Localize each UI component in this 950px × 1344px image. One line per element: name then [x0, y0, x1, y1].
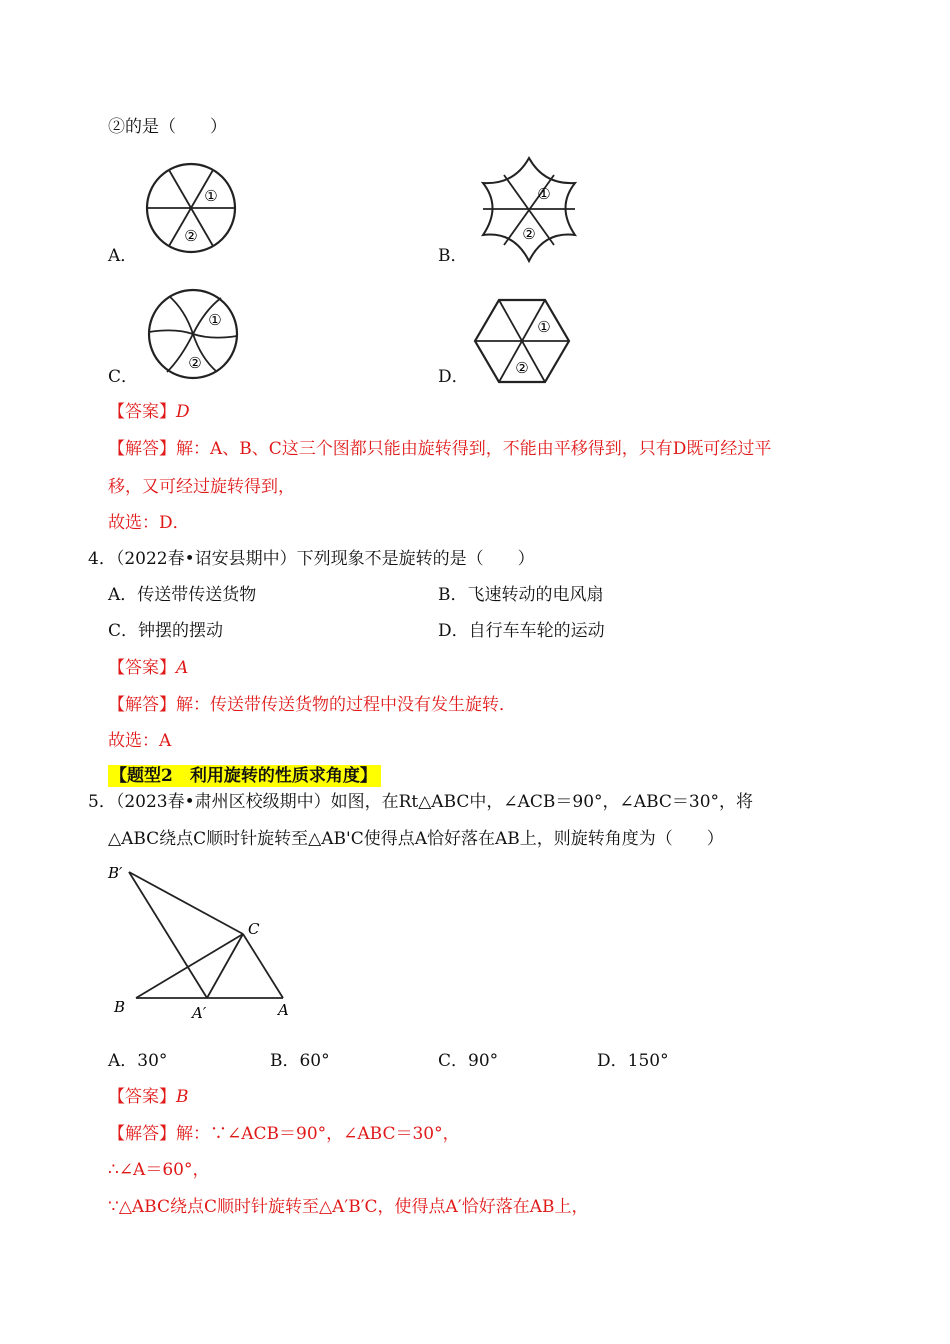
- q3-figure-a: [143, 162, 239, 254]
- q5-label-b-prime: B′: [108, 864, 123, 882]
- q5-label-c: C: [248, 920, 260, 938]
- answer-value: A: [176, 658, 189, 678]
- q4-answer-line: [108, 657, 188, 679]
- q3-figure-c: [145, 288, 241, 380]
- q5-option-c: C．90°: [438, 1051, 499, 1071]
- q3-explanation-line-1: [108, 438, 771, 460]
- q5-geometry-figure: [100, 858, 310, 1028]
- q3-figure-c-label-2: ②: [188, 354, 202, 372]
- answer-tag: 【答案】: [108, 1087, 176, 1107]
- q3-figure-b-label-1: ①: [537, 185, 551, 203]
- question-3-stem-tail: ②的是（ ）: [108, 117, 227, 137]
- q3-option-a-label: A．: [108, 246, 138, 266]
- q5-answer-line: [108, 1086, 189, 1108]
- q4-explanation-line: [108, 694, 516, 716]
- q3-option-c-label: C．: [108, 367, 139, 387]
- q4-option-d: D．自行车车轮的运动: [438, 621, 605, 641]
- q3-figure-d: [472, 298, 572, 384]
- explanation-text: 解：传送带传送货物的过程中没有发生旋转．: [176, 695, 516, 715]
- explanation-tag: 【解答】: [108, 1124, 176, 1144]
- question-5-stem-line-2: △ABC绕点C顺时针旋转至△AB'C使得点A恰好落在AB上，则旋转角度为（ ）: [108, 829, 724, 849]
- question-4-stem: 4．（2022春•诏安县期中）下列现象不是旋转的是（ ）: [88, 549, 535, 569]
- q3-option-b-label: B．: [438, 246, 468, 266]
- explanation-tag: 【解答】: [108, 439, 176, 459]
- q4-choose: 故选：A: [108, 731, 172, 751]
- q3-option-d-label: D．: [438, 367, 469, 387]
- q5-explanation-line-2: ∴∠A＝60°，: [108, 1160, 210, 1180]
- answer-tag: 【答案】: [108, 402, 176, 422]
- q3-figure-a-label-1: ①: [204, 187, 218, 205]
- q5-label-b: B: [114, 998, 126, 1016]
- q3-figure-a-label-2: ②: [184, 227, 198, 245]
- q3-choose: 故选：D．: [108, 513, 190, 533]
- q3-answer-line: [108, 401, 190, 423]
- q5-option-d: D．150°: [597, 1051, 669, 1071]
- q5-explanation-line-1: [108, 1123, 460, 1145]
- answer-value: D: [176, 402, 190, 422]
- q5-label-a: A: [278, 1001, 289, 1019]
- explanation-tag: 【解答】: [108, 695, 176, 715]
- q3-figure-c-label-1: ①: [208, 311, 222, 329]
- section-title: 【题型2 利用旋转的性质求角度】: [108, 765, 381, 787]
- explanation-text: 解：∵∠ACB＝90°，∠ABC＝30°，: [176, 1124, 460, 1144]
- q5-option-a: A．30°: [108, 1051, 168, 1071]
- q3-explanation-line-2: 移，又可经过旋转得到，: [108, 477, 295, 497]
- q5-label-a-prime: A′: [192, 1004, 207, 1022]
- q3-figure-b: [474, 155, 584, 265]
- q5-explanation-line-3: ∵△ABC绕点C顺时针旋转至△A′B′C，使得点A′恰好落在AB上，: [108, 1197, 589, 1217]
- answer-tag: 【答案】: [108, 658, 176, 678]
- q4-option-b: B．飞速转动的电风扇: [438, 585, 604, 605]
- q3-figure-b-label-2: ②: [522, 225, 536, 243]
- question-5-stem-line-1: 5．（2023春•肃州区校级期中）如图，在Rt△ABC中，∠ACB＝90°，∠ABC＝30°，将: [88, 792, 754, 812]
- q5-option-b: B．60°: [270, 1051, 330, 1071]
- q4-option-c: C．钟摆的摆动: [108, 621, 224, 641]
- answer-value: B: [176, 1087, 189, 1107]
- explanation-text: 解：A、B、C这三个图都只能由旋转得到，不能由平移得到，只有D既可经过平: [176, 439, 772, 459]
- q3-figure-d-label-1: ①: [537, 318, 551, 336]
- q4-option-a: A．传送带传送货物: [108, 585, 257, 605]
- q3-figure-d-label-2: ②: [515, 359, 529, 377]
